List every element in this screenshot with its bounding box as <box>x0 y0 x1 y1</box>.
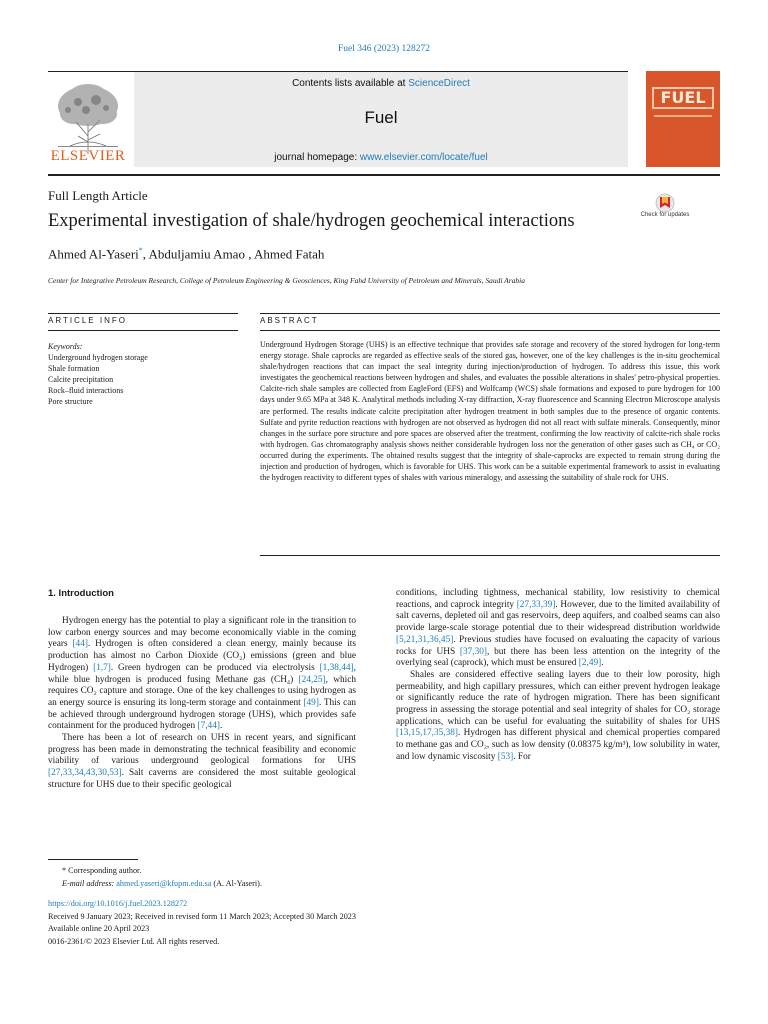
intro-paragraph <box>48 733 356 792</box>
check-for-updates-label[interactable]: Check for updates <box>640 212 690 218</box>
citation-link[interactable]: [1,7] <box>93 662 111 673</box>
paragraph-text: . Green hydrogen can be produced via electrolysis <box>110 662 320 673</box>
keyword-item: Calcite precipitation <box>48 375 114 384</box>
paragraph-text: , while blue hydrogen is produced fusing Methane gas (CH₄) <box>48 662 356 685</box>
journal-banner <box>134 72 628 167</box>
article-title: Experimental investigation of shale/hydrogen geochemical interactions <box>48 211 575 231</box>
body-column-left <box>48 616 356 792</box>
author-names-rest[interactable]: , Abduljamiu Amao , Ahmed Fatah <box>142 246 325 262</box>
paragraph-text: . Salt caverns are considered the most suitable geological structure for UHS due to their specific geological <box>48 768 356 790</box>
corresponding-author-mark[interactable]: * <box>138 246 143 255</box>
introduction-heading: 1. Introduction <box>48 588 114 599</box>
article-info-rule <box>48 313 238 314</box>
keyword-item: Pore structure <box>48 397 93 406</box>
citation-link[interactable]: [13,15,17,35,38] <box>396 728 458 739</box>
keywords-label: Keywords: <box>48 342 83 351</box>
paragraph-text: . However, due to the limited availability of salt caverns, depleted oil and gas reservoirs, deep aquifers, and coalbed seams can also provide large-scale storage potential due to their widespread distribution worldwide <box>396 599 720 634</box>
citation-link[interactable]: [27,33,34,43,30,53] <box>48 768 122 779</box>
email-label: E-mail address: <box>62 878 117 888</box>
keywords-block <box>48 341 238 407</box>
doi-link[interactable]: https://doi.org/10.1016/j.fuel.2023.128272 <box>48 899 188 908</box>
paragraph-text: conditions, including tightness, mechanical stability, low resistivity to chemical reactions, and caprock integrity <box>396 588 720 610</box>
email-link[interactable]: ahmed.yaseri@kfupm.edu.sa <box>116 878 212 888</box>
contents-prefix: Contents lists available at <box>292 78 409 89</box>
citation-link[interactable]: [7,44] <box>197 721 220 732</box>
article-info-heading: ARTICLE INFO <box>48 316 127 325</box>
paragraph-text: There has been a lot of research on UHS in recent years, and significant progress has been made in demonstrating the technical feasibility and economic viability of various underground geological formations for UHS <box>48 733 356 767</box>
paragraph-text: . Previous studies have focused on evaluating the capacity of various rocks for UHS <box>396 634 720 657</box>
paragraph-text: . Hydrogen has different physical and chemical properties compared to methane gas and CO₂, such as low density (0.08375 kg/m³), low solubility in water, and low dynamic viscosity <box>396 728 720 762</box>
journal-cover-image[interactable] <box>646 71 720 167</box>
citation-link[interactable]: [37,30] <box>459 646 488 657</box>
journal-name: Fuel <box>364 108 398 127</box>
intro-paragraph <box>48 616 356 733</box>
abstract-heading: ABSTRACT <box>260 316 319 325</box>
paragraph-text: . Hydrogen is often considered a clean energy, mainly because its production has almost no Carbon Dioxide (CO₂) emissions (green and blue Hydrogen) <box>48 639 356 673</box>
journal-homepage-link[interactable]: www.elsevier.com/locate/fuel <box>359 152 488 163</box>
article-info-under-rule <box>48 330 238 331</box>
elsevier-wordmark: ELSEVIER <box>50 148 126 164</box>
paragraph-text: . For <box>513 751 531 762</box>
contents-available-line <box>134 78 628 89</box>
abstract-rule <box>260 313 720 314</box>
abstract-bottom-rule <box>260 555 720 556</box>
intro-paragraph <box>396 670 720 764</box>
email-suffix: (A. Al-Yaseri). <box>211 878 262 888</box>
email-note <box>48 878 448 891</box>
footnotes <box>48 865 448 890</box>
citation-link[interactable]: [1,38,44] <box>319 662 354 673</box>
body-column-right <box>396 588 720 764</box>
paragraph-text: . <box>601 658 604 669</box>
paragraph-text: Hydrogen energy has the potential to play a significant role in the transition to low carbon energy sources and may become economically viable in the coming years <box>48 616 356 650</box>
affiliation: Center for Integrative Petroleum Research, College of Petroleum Engineering & Geosciences, King Fahd University of Petroleum and Minerals, Saudi Arabia <box>48 276 525 285</box>
journal-citation[interactable]: Fuel 346 (2023) 128272 <box>337 44 431 54</box>
citation-link[interactable]: [24,25] <box>298 674 326 685</box>
citation-link[interactable]: [27,33,39] <box>516 599 556 610</box>
paragraph-text: Shales are considered effective sealing layers due to their low porosity, high permeability, and high capillary pressures, which can either prevent hydrogen leakage or significantly reduce the rate of hydrogen migration. There has been significant progress in assessing the storage potential and seal integrity of shales for CO₂ storage applications, which can be useful for evaluating the suitability of shales for UHS <box>396 669 720 727</box>
cover-title: FUEL <box>652 87 714 109</box>
citation-link[interactable]: [49] <box>303 697 319 708</box>
paragraph-text: , which requires CO₂ capture and storage. One of the key challenges to using hydrogen as an energy source is ensuring its long-term storage and containment <box>48 674 356 708</box>
abstract-body: Underground Hydrogen Storage (UHS) is an effective technique that provides safe storage and recovery of the stored hydrogen for long-term energy storage. Shale caprocks are regarded as effective seals of the stored gas, however, one of the key challenges is the in-situ geochemical shale/hydrogen reactions that can impact the seal integrity during injection/production of hydrogen. To address this issue, this work investigates the geochemical reactions between hydrogen and shales, and evaluates the possible alterations in shales' petro-physical properties. Calcite-rich shale samples are collected from EagleFord (EFS) and Wolfcamp (WCS) shale formations and exposed to pure hydrogen for 100 days under 9.65 MPa at 348 K. Analytical methods including X-ray diffraction, X-ray fluorescence and Scanning Electron Microscope analysis are performed. The results indicate calcite precipitation after hydrogen treatment in both samples due to the presence of organic contents. Sulfate and pyrite reduction reactions with hydrogen are not observed as hydrogen did not all react with sulfate minerals. Consequently, minor changes in the surface pore structure and pore spaces are observed after the treatment, confirming the low reactivity of calcite-rich shale rocks with hydrogen. Gas chromatography analysis shows neither considerable hydrogen loss nor the generation of other gases such as CH₄ or CO₂ occurred during the experiments. The obtained results suggest that the integrity of shale-caprocks are expected to remain strong during the injection and production of hydrogen, which is favorable for UHS. This work can be a suitable experimental framework to assist in evaluating the hydrogen reactivity to different types of shales with various mineralogy, and assessing the suitability of shale rock for UHS. <box>260 340 720 483</box>
masthead-bottom-rule <box>48 174 720 176</box>
author-name[interactable]: Ahmed Al-Yaseri <box>48 246 139 262</box>
received-dates: Received 9 January 2023; Received in revised form 11 March 2023; Accepted 30 March 2023 <box>48 911 356 921</box>
citation-link[interactable]: [44] <box>72 639 88 650</box>
keyword-item: Underground hydrogen storage <box>48 353 148 362</box>
footnote-rule <box>48 859 138 860</box>
paragraph-text: , but there has been less attention on the integrity of the overlying seal (caprock), which must be ensured <box>396 646 720 669</box>
keyword-item: Shale formation <box>48 364 100 373</box>
citation-link[interactable]: [5,21,31,36,45] <box>396 634 454 645</box>
citation-link[interactable]: [2,49] <box>578 658 602 669</box>
copyright-line: 0016-2361/© 2023 Elsevier Ltd. All rights reserved. <box>48 936 220 946</box>
abstract-under-rule <box>260 330 720 331</box>
paragraph-text: . <box>219 721 223 732</box>
homepage-prefix: journal homepage: <box>274 152 360 163</box>
cover-stripe <box>654 115 712 117</box>
journal-homepage-line <box>134 152 628 163</box>
corresponding-author-note: * Corresponding author. <box>62 866 142 875</box>
publication-info <box>48 898 548 948</box>
sciencedirect-link[interactable]: ScienceDirect <box>408 78 470 89</box>
keyword-item: Rock–fluid interactions <box>48 386 124 395</box>
available-online-date: Available online 20 April 2023 <box>48 924 150 933</box>
paragraph-text: . This can be achieved through underground hydrogen storage (UHS), which provides safe containment for the produced hydrogen <box>48 697 356 732</box>
intro-paragraph <box>396 588 720 670</box>
citation-link[interactable]: [53] <box>497 751 514 762</box>
authors-line <box>48 246 324 262</box>
article-type: Full Length Article <box>48 188 148 203</box>
